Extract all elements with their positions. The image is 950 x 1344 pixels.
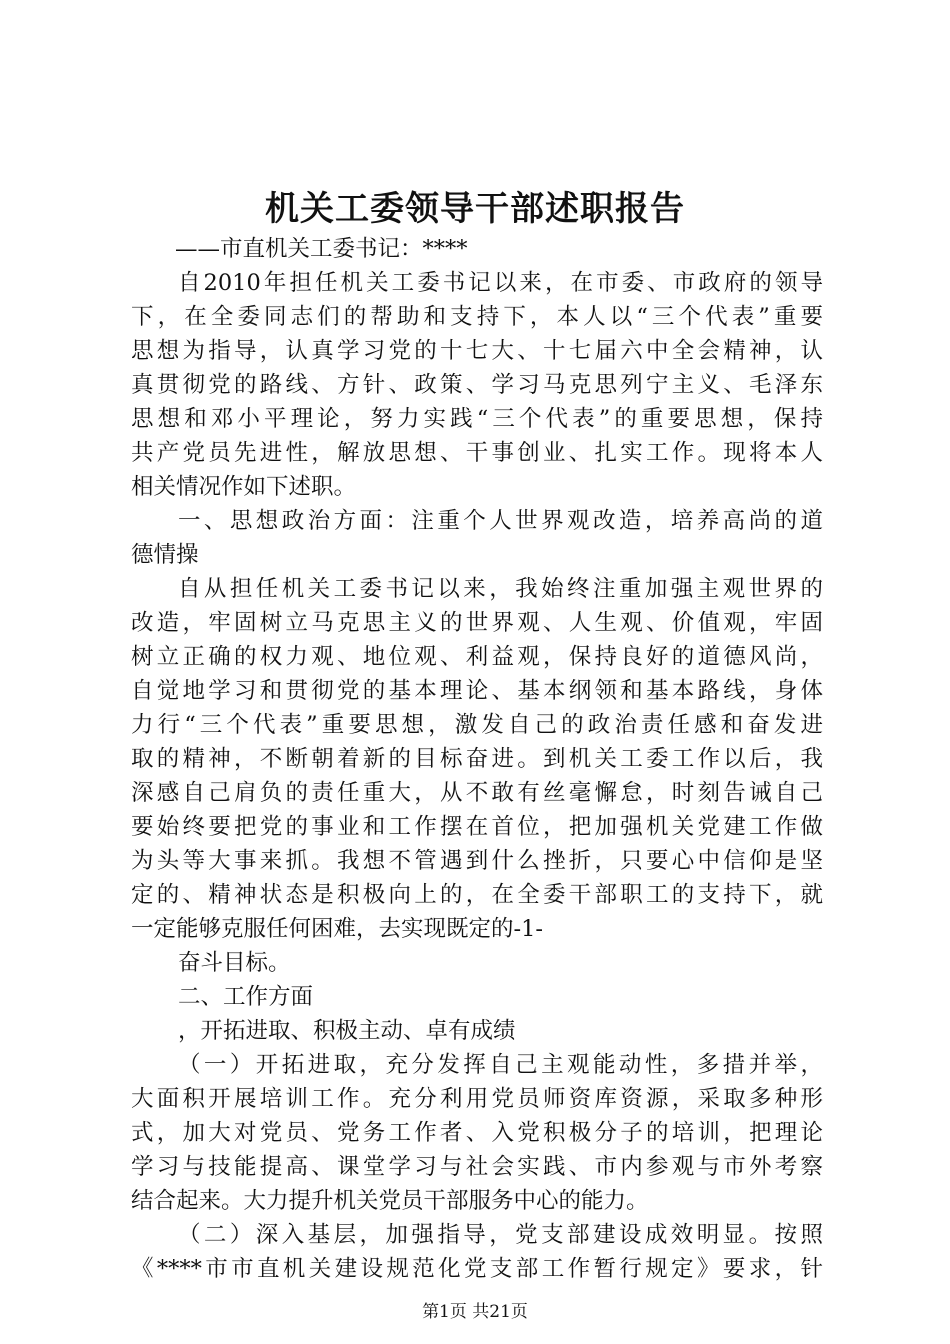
text-line: 定的、精神状态是积极向上的，在全委干部职工的支持下，就	[131, 882, 823, 908]
section-heading: 德情操	[131, 542, 199, 568]
page-number: 第1页 共21页	[422, 1302, 528, 1322]
text-line: 树立正确的权力观、地位观、利益观，保持良好的道德风尚，	[131, 644, 823, 670]
text-line: 为头等大事来抓。我想不管遇到什么挫折，只要心中信仰是坚	[131, 848, 823, 874]
text-line: 要始终要把党的事业和工作摆在首位，把加强机关党建工作做	[131, 814, 823, 840]
subtitle: ——市直机关工委书记：****	[175, 236, 468, 262]
text-line: 深感自己肩负的责任重大，从不敢有丝毫懈怠，时刻告诫自己	[131, 780, 823, 806]
text-line: 一定能够克服任何困难，去实现既定的-1-	[131, 916, 544, 942]
text-line: 力行“三个代表”重要思想，激发自己的政治责任感和奋发进	[131, 712, 823, 738]
document-title: 机关工委领导干部述职报告	[265, 189, 685, 229]
text-line: 相关情况作如下述职。	[131, 474, 357, 500]
text-line: 《****市市直机关建设规范化党支部工作暂行规定》要求，针	[131, 1256, 823, 1282]
text-line: 结合起来。大力提升机关党员干部服务中心的能力。	[131, 1188, 649, 1214]
text-line: 思想和邓小平理论，努力实践“三个代表”的重要思想，保持	[131, 406, 823, 432]
text-line: （二）深入基层，加强指导，党支部建设成效明显。按照	[178, 1222, 823, 1248]
section-heading: 一、思想政治方面：注重个人世界观改造，培养高尚的道	[178, 508, 823, 534]
text-line: 式，加大对党员、党务工作者、入党积极分子的培训，把理论	[131, 1120, 823, 1146]
text-line: 自从担任机关工委书记以来，我始终注重加强主观世界的	[178, 576, 823, 602]
text-line: 奋斗目标。	[178, 950, 291, 976]
text-line: 改造，牢固树立马克思主义的世界观、人生观、价值观，牢固	[131, 610, 823, 636]
text-line: ，开拓进取、积极主动、卓有成绩	[178, 1018, 516, 1044]
text-line: 取的精神，不断朝着新的目标奋进。到机关工委工作以后，我	[131, 746, 823, 772]
text-line: （一）开拓进取，充分发挥自己主观能动性，多措并举，	[178, 1052, 823, 1078]
text-line: 自2010年担任机关工委书记以来，在市委、市政府的领导	[178, 270, 823, 296]
text-line: 思想为指导，认真学习党的十七大、十七届六中全会精神，认	[131, 338, 823, 364]
text-line: 下，在全委同志们的帮助和支持下，本人以“三个代表”重要	[131, 304, 823, 330]
text-line: 真贯彻党的路线、方针、政策、学习马克思列宁主义、毛泽东	[131, 372, 823, 398]
text-line: 学习与技能提高、课堂学习与社会实践、市内参观与市外考察	[131, 1154, 823, 1180]
section-heading: 二、工作方面	[178, 984, 314, 1010]
text-line: 共产党员先进性，解放思想、干事创业、扎实工作。现将本人	[131, 440, 823, 466]
text-line: 大面积开展培训工作。充分利用党员师资库资源，采取多种形	[131, 1086, 823, 1112]
text-line: 自觉地学习和贯彻党的基本理论、基本纲领和基本路线，身体	[131, 678, 823, 704]
